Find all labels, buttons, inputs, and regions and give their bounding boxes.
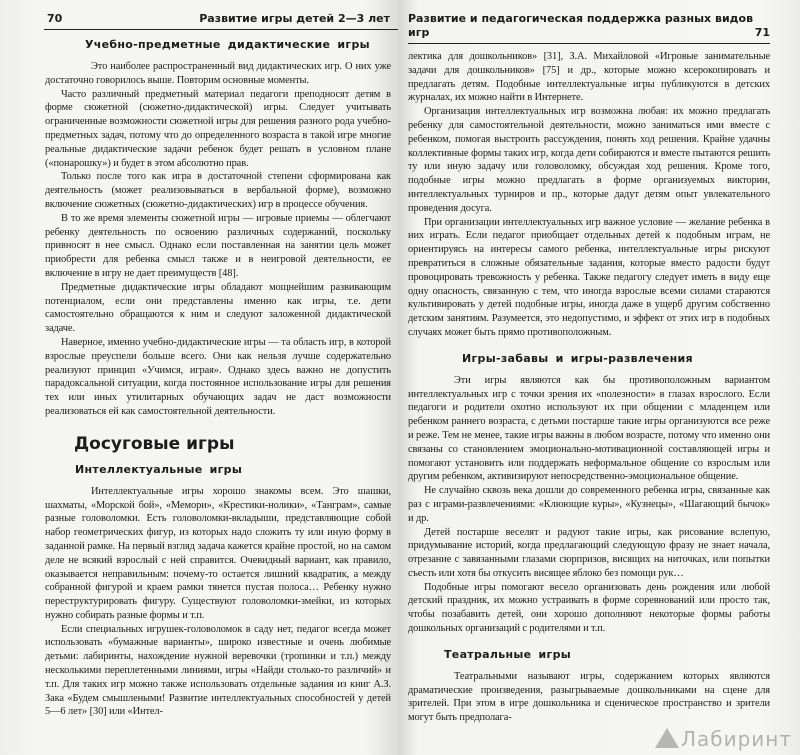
paragraph: Интеллектуальные игры хорошо знакомы всем. Это шашки, шахматы, «Морской бой», «Мемори», «Крестики-нолики», «Танграм», самые разные головоломки. Есть головоломки-вкладыши, представляющие собой набор геометрических фигур, из которых надо сложить ту или иную форму в заданной рамке. На первый взгляд задача кажется крайне простой, но на самом деле не всякий взрослый с ней справится. Очевидный вариант, как правило, оказывается неправильным: почему-то остается лишний квадратик, а между собранной фигурой и краем рамки тянется пустая полоса… Ребенку нужно переструктурировать фигуру. Существуют головоломки-змейки, из которых нужно собирать разные формы и т.п. [45,485,391,621]
watermark-logo [655,727,792,751]
paragraph: Театральными называют игры, содержанием которых являются драматические произведения, разыгрываемые дошкольниками на сцене для зрителей. При этом в игре дошкольника и сценическое пространство и зрители могут быть предполага- [408,670,770,724]
paragraph: В то же время элементы сюжетной игры — игровые приемы — облегчают ребенку деятельность по освоению различных содержаний, поскольку привносят в нее смысл. Однако если поставленная на занятии цель может приобрести для ребенка смысл также и в неигровой деятельности, ее включение в игру не дает преимуществ [48]. [45,212,391,279]
running-header: Развитие и педагогическая поддержка разных видов игр [408,12,754,39]
page-number: 71 [754,26,770,39]
paragraph: Наверное, именно учебно-дидактические игры — та область игр, в которой взрослые преуспели больше всего. Они как нельзя лучше содержательно реализуют принцип «Учимся, играя». Однако здесь важно не допустить парадоксальной ситуации, когда постоянное использование игры для решения тех или иных утилитарных обучающих задач не даст возможности реализоваться ей как самостоятельной деятельности. [45,336,391,417]
paragraph: Эти игры являются как бы противоположным вариантом интеллектуальных игр с точки зрения их «полезности» в глазах взрослого. Если педагоги и родители охотно используют их при общении с младенцем или ребенком раннего возраста, с детьми постарше такие игры организуются все реже и реже. Тем не менее, такие игры важны в любом возрасте, потому что именно они связаны со становлением эмоционально-мотивационной составляющей игры и помогают установить или поддержать неформальное общение со взрослым или другим ребенком, активизируют непосредственно-эмоциональное общение. [408,374,770,483]
section-heading: Учебно-предметные дидактические игры [85,38,370,51]
page-number: 70 [47,12,63,25]
intro-text [408,50,770,340]
paragraph: Предметные дидактические игры обладают мощнейшим развивающим потенциалом, если они представлены именно как игры, т.е. дети самостоятельно обращаются к ним и следуют заложенной дидактической задаче. [45,281,391,335]
section-fun-games [408,352,770,636]
section-theatrical-games [408,648,770,725]
paragraph: При организации интеллектуальных игр важное условие — желание ребенка в них играть. Если педагог приобщает отдельных детей к подобным играм, не ориентируясь на интересы самого ребенка, интеллектуальные игры рискуют превратиться в сложные обязательные задания, которые вместо радости будут провоцировать тревожность у ребенка. Также педагогу следует иметь в виду еще одну опасность, связанную с тем, что иногда взрослые всеми силами стараются культивировать у детей подобные игры, иногда даже в ущерб другим собственно детским занятиям. Разумеется, это недопустимо, и эффект от этих игр в подобных случаях может быть прямо противоположным. [408,216,770,338]
paragraph: Подобные игры помогают весело организовать день рождения или любой детский праздник, их можно устраивать в форме соревнований или просто так, чтобы позабавить детей, они хорошо дополняют некоторые формы работы дошкольных организаций с родителями и т.п. [408,581,770,635]
left-page [0,0,398,755]
paragraph: Если специальных игрушек-головоломок в саду нет, педагог всегда может использовать «бумажные варианты», широко известные и очень любимые детьми: лабиринты, нахождение нужной веревочки (тропинки и т.п.) между несколькими переплетенными линиями, игры «Найди столько-то различий» и т.п. Для таких игр можно также использовать отдельные задания из книг А.З. Зака «Будем смышлеными! Развитие интеллектуальных способностей у детей 5—6 лет» [30] или «Интел- [45,623,391,718]
page-header [44,12,398,30]
labyrinth-logo-icon [655,728,679,748]
running-header: Развитие игры детей 2—3 лет [199,12,390,25]
paragraph: Не случайно сквозь века дошли до современного ребенка игры, связанные как раз с играми-развлечениями: «Клюющие куры», «Кузнецы», «Шагающий бычок» и др. [408,485,770,524]
paragraph: Организация интеллектуальных игр возможна любая: их можно предлагать ребенку для самостоятельной деятельности, можно заниматься ими вместе с ребенком, помогая выстроить рассуждения, понять ход решения. Крайне удачны коллективные формы таких игр, когда дети собираются и вместе пытаются решить ту или иную задачу или головоломку, обсуждая ход решения. Кроме того, подобные игры можно предлагать в форме организуемых викторин, интеллектуальных турниров и пр., которые дадут детям опыт увлекательного проведения досуга. [408,106,770,214]
right-page [398,0,800,755]
page-header [408,12,770,44]
paragraph: лектика для дошкольников» [31], З.А. Михайловой «Игровые занимательные задачи для дошкольников» [75] и др., которые можно ксерокопировать и предлагать детям. Подобные интеллектуальные игры публикуются в детских журналах, их можно найти в Интернете. [408,51,770,104]
chapter-heading: Досуговые игры [74,433,235,454]
section-heading: Интеллектуальные игры [75,462,243,476]
section-heading: Игры-забавы и игры-развлечения [462,351,693,365]
paragraph: Это наиболее распространенный вид дидактических игр. О них уже достаточно говорилось выше. Повторим основные моменты. [45,61,391,86]
paragraph: Детей постарше веселят и радуют такие игры, как рисование вслепую, придумывание историй, когда предлагающий следующую фразу не знает начала, отрезание с завязанными глазами сюрпризов, висящих на ниточках, или попытки съесть или хотя бы откусить висящее яблоко без помощи рук… [408,526,770,579]
watermark-text: Лабиринт [680,727,792,752]
paragraph: Только после того как игра в достаточной степени сформирована как деятельность (может реализовываться в вербальной форме), возможно включение сюжетных (сюжетно-дидактических) игр в процессе обучения. [45,171,391,210]
section-heading: Театральные игры [444,647,571,661]
section-educational-games [45,38,391,419]
section-intellectual-games [45,463,391,720]
paragraph: Часто различный предметный материал педагоги преподносят детям в форме сюжетной (сюжетно-дидактической) игры. Следует учитывать ограниченные возможности сюжетной игры для решения разного рода учебно-предметных задач, потому что до определенного возраста в такой игре многие реальные дидактические задачи ребенок будет решать в условном плане («понарошку») и будет в этом абсолютно прав. [45,88,391,169]
